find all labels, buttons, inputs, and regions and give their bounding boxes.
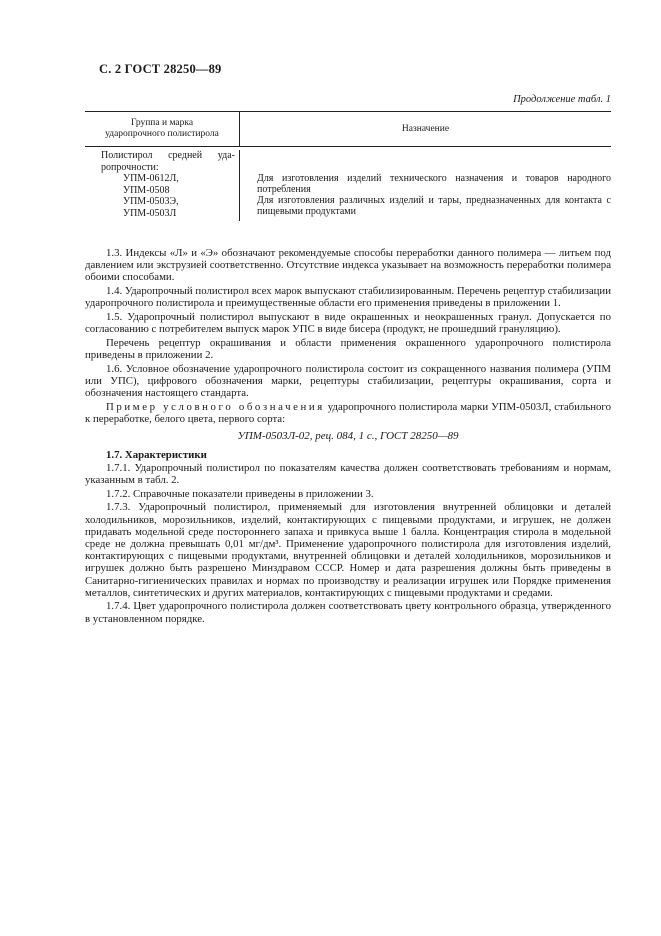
paragraph-1-3: 1.3. Индексы «Л» и «Э» обозначают рекомендуемые способы переработки данного полимера — литьем под давлением или экструзией соответственно. Отсутствие индекса указывает на возможность переработки полимера обоими способами. bbox=[85, 247, 611, 284]
paragraph-list: Перечень рецептур окрашивания и области применения окрашенного ударопрочного полистирола приведены в приложении 2. bbox=[85, 336, 611, 362]
designation-example: УПМ-0503Л-02, рец. 084, 1 с., ГОСТ 28250—89 bbox=[237, 430, 459, 443]
mark-item: УПМ-0508 bbox=[123, 184, 170, 196]
paragraph-example bbox=[85, 401, 611, 425]
example-label: Пример условного обозначения bbox=[106, 400, 325, 413]
col1-header-line2: ударопрочного полистирола bbox=[105, 129, 219, 139]
group-line1: Полистирол средней уда- bbox=[101, 150, 235, 161]
col1-header-line1: Группа и марка bbox=[130, 118, 194, 128]
example-text: ударопрочного полистирола марки УПМ-0503Л, стабильного к переработке, белого цвета, первого сорта: bbox=[85, 400, 611, 426]
col1-header bbox=[85, 112, 240, 146]
section-heading-1-7: 1.7. Характеристики bbox=[106, 448, 207, 461]
group-line2: ропрочности: bbox=[101, 161, 159, 173]
table-continuation-label: Продолжение табл. 1 bbox=[513, 94, 611, 105]
purpose-1: Для изготовления изделий технического назначения и товаров народного потребления bbox=[257, 173, 611, 195]
purpose-cell bbox=[240, 150, 611, 221]
paragraph-1-6: 1.6. Условное обозначение ударопрочного полистирола состоит из сокращенного названия полимера (УПМ или УПС), цифрового обозначения марки, рецептуры стабилизации, рецептуры окрашивания, сорта и обозначения настоящего стандарта. bbox=[85, 362, 611, 400]
table-row bbox=[85, 147, 611, 221]
mark-item: УПМ-0503Э, bbox=[123, 196, 179, 207]
group-cell bbox=[85, 150, 240, 221]
purpose-2: Для изготовления различных изделий и тары, предназначенных для контакта с пищевыми продуктами bbox=[257, 195, 611, 217]
page-header: С. 2 ГОСТ 28250—89 bbox=[99, 62, 222, 76]
paragraph-1-7-4: 1.7.4. Цвет ударопрочного полистирола должен соответствовать цвету контрольного образца, утвержденного в установленном порядке. bbox=[85, 600, 611, 625]
table-header-row bbox=[85, 112, 611, 147]
mark-item: УПМ-0612Л, bbox=[123, 173, 179, 184]
table bbox=[85, 111, 611, 221]
paragraph-1-4: 1.4. Ударопрочный полистирол всех марок выпускают стабилизированным. Перечень рецептур стабилизации ударопрочного полистирола и преимущественные области его применения приведены в приложении 1. bbox=[85, 285, 611, 310]
body-text bbox=[85, 247, 611, 626]
paragraph-1-7-3: 1.7.3. Ударопрочный полистирол, применяемый для изготовления внутренней облицовки и деталей холодильников, морозильников, изделий, контактирующих с пищевыми продуктами, и игрушек, не должен придавать модельной среде постороннего запаха и привкуса выше 1 балла. Концентрация стирола в модельной среде не должна превышать 0,01 мг/дм³. Применение ударопрочного полистирола для изготовления изделий, контактирующих с пищевыми продуктами, внутренней облицовки и деталей холодильников, морозильников и игрушек должно быть разрешено Минздравом СССР. Номер и дата разрешения должны быть приведены в Санитарно-гигиенических правилах и нормах по производству и реализации игрушек или Порядке применения металлов, синтетических и других материалов, контактирующих с пищевыми продуктами и средами. bbox=[85, 501, 611, 599]
paragraph-1-7-1: 1.7.1. Ударопрочный полистирол по показателям качества должен соответствовать требованиям и нормам, указанным в табл. 2. bbox=[85, 461, 611, 486]
paragraph-1-5: 1.5. Ударопрочный полистирол выпускают в виде окрашенных и неокрашенных гранул. Допускается по согласованию с потребителем выпуск марок УПС в виде бисера (продукт, не прошедший грануляцию). bbox=[85, 311, 611, 336]
mark-item: УПМ-0503Л bbox=[123, 207, 177, 219]
col2-header: Назначение bbox=[401, 124, 450, 134]
paragraph-1-7-2: 1.7.2. Справочные показатели приведены в приложении 3. bbox=[106, 487, 374, 500]
